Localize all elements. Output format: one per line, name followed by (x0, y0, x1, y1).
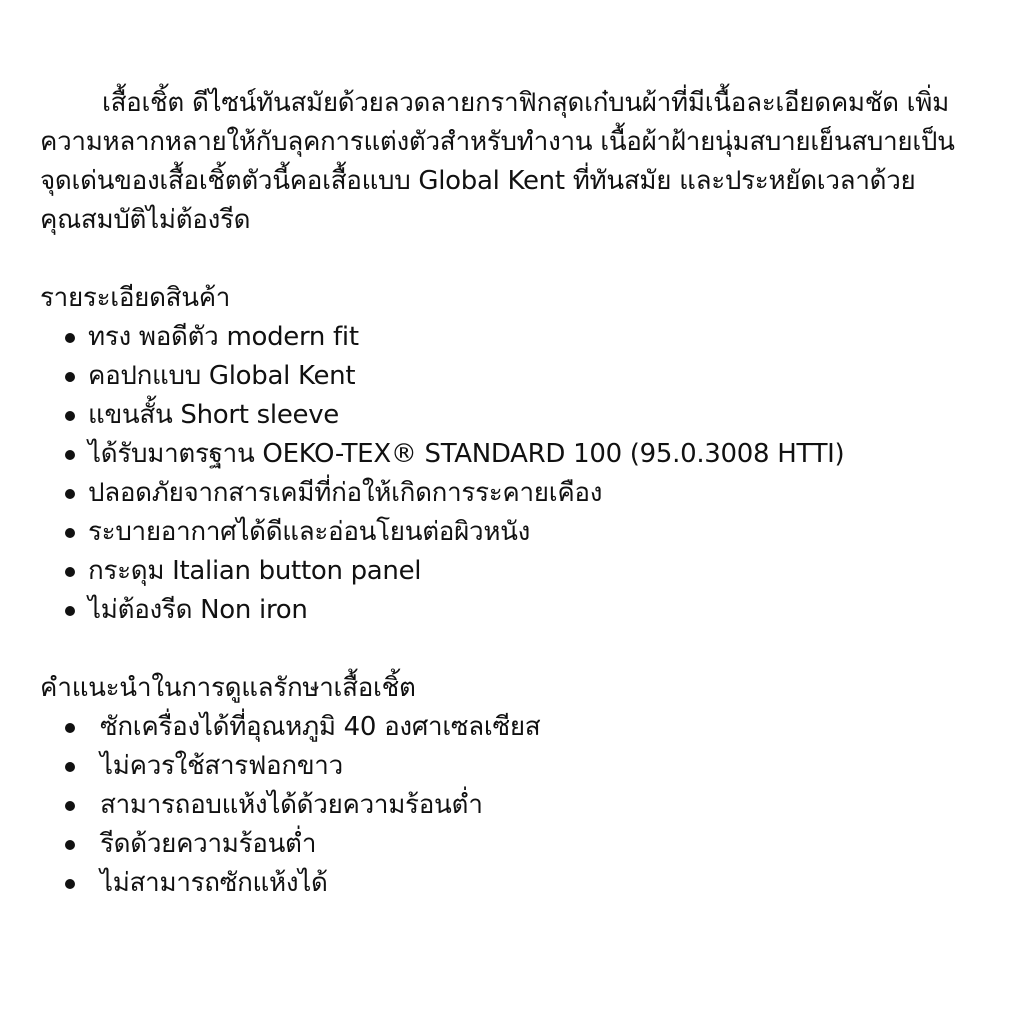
details-list-item: คอปกแบบ Global Kent (40, 357, 990, 396)
details-heading: รายระเอียดสินค้า (40, 283, 231, 313)
intro-paragraph: เสื้อเชิ้ต ดีไซน์ทันสมัยด้วยลวดลายกราฟิกสุดเก๋บนผ้าที่มีเนื้อละเอียดคมชัด เพิ่มความหลากหลายให้กับลุคการแต่งตัวสำหรับทำงาน เนื้อผ้าฝ้ายนุ่มสบายเย็นสบายเป็นจุดเด่นของเสื้อเชิ้ตตัวนี้คอเสื้อแบบ Global Kent ที่ทันสมัย และประหยัดเวลาด้วยคุณสมบัติไม่ต้องรีด (40, 88, 955, 235)
product-description (40, 84, 990, 903)
care-list-item: สามารถอบแห้งได้ด้วยความร้อนต่ำ (40, 786, 990, 825)
care-list-item: รีดด้วยความร้อนต่ำ (40, 825, 990, 864)
care-heading: คำแนะนำในการดูแลรักษาเสื้อเชิ้ต (40, 673, 416, 703)
care-list-item: ซักเครื่องได้ที่อุณหภูมิ 40 องศาเซลเซียส (40, 708, 990, 747)
care-list-item: ไม่สามารถซักแห้งได้ (40, 864, 990, 903)
details-list-item: ทรง พอดีตัว modern fit (40, 318, 990, 357)
details-list-item: แขนสั้น Short sleeve (40, 396, 990, 435)
details-list-item: ระบายอากาศได้ดีและอ่อนโยนต่อผิวหนัง (40, 513, 990, 552)
details-list-item: ได้รับมาตรฐาน OEKO-TEX® STANDARD 100 (95.0.3008 HTTI) (40, 435, 990, 474)
care-list-item: ไม่ควรใช้สารฟอกขาว (40, 747, 990, 786)
details-list-item: ปลอดภัยจากสารเคมีที่ก่อให้เกิดการระคายเคือง (40, 474, 990, 513)
care-list (40, 708, 990, 903)
details-list-item: ไม่ต้องรีด Non iron (40, 591, 990, 630)
details-list-item: กระดุม Italian button panel (40, 552, 990, 591)
details-list (40, 318, 990, 630)
